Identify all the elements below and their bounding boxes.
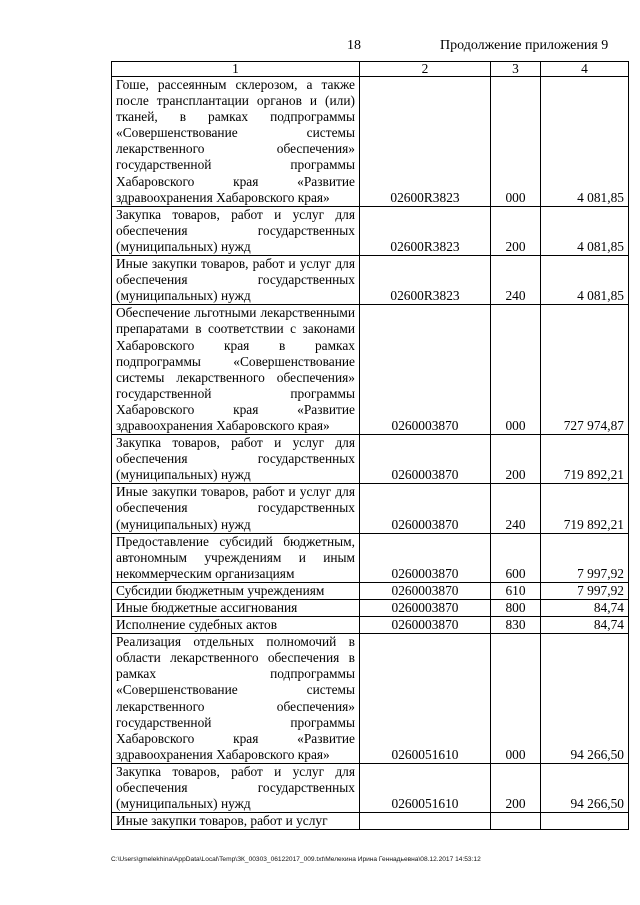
row-amount-cell: 94 266,50	[541, 763, 629, 812]
row-code-cell: 0260003870	[360, 484, 491, 533]
row-code-cell: 0260003870	[360, 600, 491, 617]
row-kind-cell: 240	[491, 484, 541, 533]
row-name-cell: Закупка товаров, работ и услуг для обеспечения государственных (муниципальных) нужд	[112, 206, 360, 255]
row-amount-cell: 84,74	[541, 617, 629, 634]
row-name-cell: Предоставление субсидий бюджетным, автономным учреждениям и иным некоммерческим организациям	[112, 533, 360, 582]
row-kind-cell: 830	[491, 617, 541, 634]
row-amount-cell: 719 892,21	[541, 435, 629, 484]
row-name-cell: Обеспечение льготными лекарственными препаратами в соответствии с законами Хабаровского края в рамках подпрограммы «Совершенствование системы лекарственного обеспечения» государственной программы Хабаровского края «Развитие здравоохранения Хабаровского края»	[112, 305, 360, 435]
row-amount-cell: 84,74	[541, 600, 629, 617]
row-code-cell: 0260003870	[360, 435, 491, 484]
table-row	[112, 435, 629, 484]
row-kind-cell: 200	[491, 206, 541, 255]
table-row	[112, 206, 629, 255]
row-name-cell: Закупка товаров, работ и услуг для обеспечения государственных (муниципальных) нужд	[112, 763, 360, 812]
row-code-cell: 0260003870	[360, 617, 491, 634]
row-name-cell: Иные закупки товаров, работ и услуг	[112, 813, 360, 830]
row-kind-cell: 800	[491, 600, 541, 617]
page-number: 18	[347, 38, 361, 53]
row-amount-cell: 727 974,87	[541, 305, 629, 435]
row-kind-cell: 000	[491, 77, 541, 207]
row-code-cell: 02600R3823	[360, 256, 491, 305]
table-row	[112, 77, 629, 207]
row-kind-cell	[491, 813, 541, 830]
row-name-cell: Реализация отдельных полномочий в области лекарственного обеспечения в рамках подпрограммы «Совершенствование системы лекарственного обеспечения» государственной программы Хабаровского края «Развитие здравоохранения Хабаровского края»	[112, 634, 360, 764]
row-code-cell: 02600R3823	[360, 77, 491, 207]
row-amount-cell: 4 081,85	[541, 256, 629, 305]
table-row	[112, 484, 629, 533]
row-kind-cell: 200	[491, 763, 541, 812]
table-row	[112, 813, 629, 830]
table-row	[112, 305, 629, 435]
row-kind-cell: 240	[491, 256, 541, 305]
row-code-cell: 0260051610	[360, 763, 491, 812]
row-kind-cell: 200	[491, 435, 541, 484]
row-amount-cell	[541, 813, 629, 830]
table-header-row	[112, 62, 629, 77]
table-row	[112, 582, 629, 599]
row-name-cell: Гоше, рассеянным склерозом, а также после трансплантации органов и (или) тканей, в рамках подпрограммы «Совершенствование системы лекарственного обеспечения» государственной программы Хабаровского края «Развитие здравоохранения Хабаровского края»	[112, 77, 360, 207]
row-code-cell: 02600R3823	[360, 206, 491, 255]
table-row	[112, 617, 629, 634]
row-amount-cell: 7 997,92	[541, 533, 629, 582]
row-name-cell: Иные закупки товаров, работ и услуг для обеспечения государственных (муниципальных) нужд	[112, 256, 360, 305]
column-header: 1	[112, 62, 360, 77]
table-row	[112, 256, 629, 305]
column-header: 4	[541, 62, 629, 77]
file-path-footer: C:\Users\gmelekhina\AppData\Local\Temp\ЗК_00303_06122017_009.txt\Мелехина Ирина Геннадьевна\08.12.2017 14:53:12	[111, 856, 481, 863]
table-row	[112, 763, 629, 812]
row-kind-cell: 600	[491, 533, 541, 582]
table-row	[112, 600, 629, 617]
row-kind-cell: 000	[491, 634, 541, 764]
row-name-cell: Исполнение судебных актов	[112, 617, 360, 634]
row-name-cell: Закупка товаров, работ и услуг для обеспечения государственных (муниципальных) нужд	[112, 435, 360, 484]
row-code-cell: 0260003870	[360, 305, 491, 435]
table-row	[112, 634, 629, 764]
row-code-cell	[360, 813, 491, 830]
row-amount-cell: 4 081,85	[541, 206, 629, 255]
row-amount-cell: 719 892,21	[541, 484, 629, 533]
budget-table	[111, 61, 629, 830]
table-row	[112, 533, 629, 582]
row-code-cell: 0260051610	[360, 634, 491, 764]
row-amount-cell: 7 997,92	[541, 582, 629, 599]
row-name-cell: Субсидии бюджетным учреждениям	[112, 582, 360, 599]
row-code-cell: 0260003870	[360, 582, 491, 599]
row-name-cell: Иные бюджетные ассигнования	[112, 600, 360, 617]
column-header: 2	[360, 62, 491, 77]
row-kind-cell: 610	[491, 582, 541, 599]
row-name-cell: Иные закупки товаров, работ и услуг для обеспечения государственных (муниципальных) нужд	[112, 484, 360, 533]
row-code-cell: 0260003870	[360, 533, 491, 582]
continuation-note: Продолжение приложения 9	[440, 38, 609, 53]
row-amount-cell: 94 266,50	[541, 634, 629, 764]
row-kind-cell: 000	[491, 305, 541, 435]
column-header: 3	[491, 62, 541, 77]
row-amount-cell: 4 081,85	[541, 77, 629, 207]
